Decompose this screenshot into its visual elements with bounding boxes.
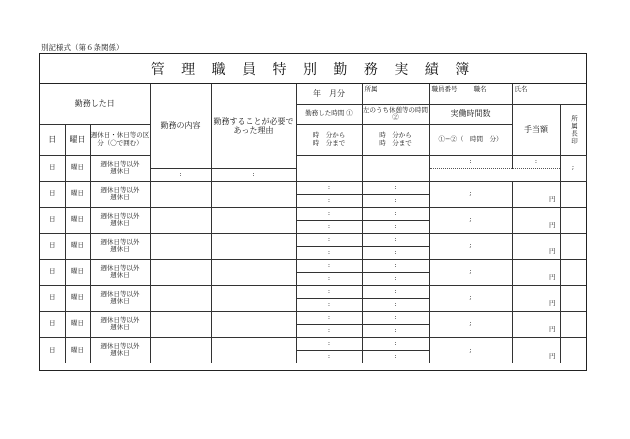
worked-from-label: 時 分から xyxy=(312,131,346,140)
seal-cell[interactable] xyxy=(560,233,586,259)
content-cell[interactable] xyxy=(150,337,211,363)
allowance-cell[interactable]: 円 xyxy=(512,285,560,311)
year-month-cell[interactable]: 年 月分 xyxy=(296,84,362,104)
category-option-holiday[interactable]: 週休日 xyxy=(110,349,130,358)
worked-end-cell[interactable]: : xyxy=(150,168,211,181)
category-cell[interactable] xyxy=(90,259,150,285)
category-option-non-holiday[interactable]: 週休日等以外 xyxy=(100,263,140,272)
table-row xyxy=(40,155,586,168)
reason-header: 勤務することが必要であった理由 xyxy=(211,84,296,168)
work-date-header: 勤務した日 xyxy=(40,84,150,124)
category-cell[interactable] xyxy=(90,337,150,363)
worked-start-cell[interactable]: : xyxy=(296,311,362,324)
break-end-cell[interactable]: : xyxy=(362,220,429,233)
reason-cell[interactable] xyxy=(362,155,429,181)
allowance-header: 手当額 xyxy=(512,104,560,155)
category-cell[interactable] xyxy=(90,207,150,233)
category-option-holiday[interactable]: 週休日 xyxy=(110,219,130,227)
worked-end-cell[interactable]: : xyxy=(296,350,362,363)
day-cell[interactable]: 日 xyxy=(40,207,65,233)
actual-hours-cell[interactable]: ; xyxy=(429,259,512,285)
actual-hours-cell[interactable]: ; xyxy=(429,285,512,311)
table-row xyxy=(40,337,586,350)
record-table xyxy=(40,84,586,363)
reason-cell[interactable] xyxy=(211,285,296,311)
weekday-cell[interactable]: 曜日 xyxy=(65,233,90,259)
category-cell[interactable] xyxy=(90,311,150,337)
actual-hours-cell[interactable]: ; xyxy=(429,233,512,259)
day-cell[interactable]: 日 xyxy=(40,181,65,207)
break-time-header: 左のうち休憩等の時間 ② xyxy=(362,104,429,124)
category-option-non-holiday[interactable]: 週休日等以外 xyxy=(100,315,140,324)
break-start-cell[interactable]: : xyxy=(362,233,429,246)
reason-cell[interactable] xyxy=(211,259,296,285)
weekday-cell[interactable]: 曜日 xyxy=(65,285,90,311)
break-end-cell[interactable]: : xyxy=(362,272,429,285)
worked-to-label: 時 分まで xyxy=(312,138,346,147)
seal-cell[interactable] xyxy=(560,337,586,363)
staff-number-label: 職員番号 xyxy=(431,85,458,93)
break-end-cell[interactable]: : xyxy=(362,324,429,337)
reason-cell[interactable] xyxy=(211,337,296,363)
worked-time-header: 勤務した時間 ① xyxy=(296,104,362,124)
reason-cell[interactable] xyxy=(211,233,296,259)
seal-header xyxy=(560,104,586,155)
break-start-cell[interactable]: : xyxy=(362,259,429,272)
record-form xyxy=(39,53,587,371)
category-cell[interactable] xyxy=(90,285,150,311)
category-option-holiday[interactable]: 週休日 xyxy=(110,193,130,201)
worked-start-cell[interactable]: : xyxy=(296,285,362,298)
break-start-cell[interactable]: : xyxy=(362,207,429,220)
category-option-non-holiday[interactable]: 週休日等以外 xyxy=(100,237,140,246)
reason-cell[interactable] xyxy=(211,311,296,337)
break-to-label: 時 分まで xyxy=(379,138,412,147)
worked-start-cell[interactable]: : xyxy=(296,259,362,272)
day-cell[interactable]: 日 xyxy=(40,337,65,363)
affiliation-field[interactable]: 所属 xyxy=(362,84,429,104)
weekday-cell[interactable]: 曜日 xyxy=(65,337,90,363)
seal-cell[interactable] xyxy=(560,285,586,311)
category-header: 週休日・休日等の区分（〇で囲む） xyxy=(90,124,150,155)
break-start-cell[interactable]: : xyxy=(362,311,429,324)
table-row xyxy=(40,285,586,298)
worked-start-cell[interactable]: : xyxy=(296,337,362,350)
worked-range-header xyxy=(296,124,362,155)
seal-cell[interactable] xyxy=(560,311,586,337)
break-start-cell[interactable]: : xyxy=(362,285,429,298)
break-start-cell[interactable]: : xyxy=(512,155,560,168)
actual-hours-cell[interactable]: ; xyxy=(429,311,512,337)
table-row xyxy=(40,259,586,272)
weekday-cell[interactable]: 曜日 xyxy=(65,259,90,285)
category-option-holiday[interactable]: 週休日 xyxy=(110,323,130,331)
content-cell[interactable] xyxy=(150,181,211,207)
worked-start-cell[interactable]: : xyxy=(296,181,362,194)
worked-end-cell[interactable]: : xyxy=(296,324,362,337)
day-cell[interactable]: 日 xyxy=(40,285,65,311)
allowance-cell[interactable]: 円 xyxy=(512,207,560,233)
worked-end-cell[interactable]: : xyxy=(296,194,362,207)
seal-cell[interactable] xyxy=(560,181,586,207)
break-start-cell[interactable]: : xyxy=(362,337,429,350)
content-header: 勤務の内容 xyxy=(150,84,211,168)
day-cell[interactable]: 日 xyxy=(40,233,65,259)
worked-start-cell[interactable]: : xyxy=(429,155,512,168)
break-range-header xyxy=(362,124,429,155)
worked-start-cell[interactable]: : xyxy=(296,233,362,246)
content-cell[interactable] xyxy=(150,311,211,337)
table-row xyxy=(40,207,586,220)
reason-cell[interactable] xyxy=(211,181,296,207)
category-option-non-holiday[interactable]: 週休日等以外 xyxy=(100,341,140,350)
weekday-header: 曜日 xyxy=(65,124,90,155)
category-cell[interactable] xyxy=(90,181,150,207)
content-cell[interactable] xyxy=(296,155,362,181)
staff-number-field[interactable] xyxy=(429,84,512,104)
content-cell[interactable] xyxy=(150,285,211,311)
break-from-label: 時 分から xyxy=(379,131,412,140)
reason-cell[interactable] xyxy=(211,207,296,233)
actual-hours-cell[interactable]: ; xyxy=(560,155,586,181)
actual-hours-cell[interactable]: ; xyxy=(429,337,512,363)
worked-start-cell[interactable]: : xyxy=(296,207,362,220)
category-option-holiday[interactable]: 週休日 xyxy=(110,245,130,253)
break-end-cell[interactable]: : xyxy=(362,350,429,363)
category-option-non-holiday[interactable]: 週休日等以外 xyxy=(100,211,140,220)
category-option-holiday[interactable]: 週休日 xyxy=(110,297,130,305)
weekday-cell[interactable]: 曜日 xyxy=(65,181,90,207)
day-header: 日 xyxy=(40,124,65,155)
break-end-cell[interactable]: : xyxy=(362,194,429,207)
content-cell[interactable] xyxy=(150,233,211,259)
actual-hours-cell[interactable]: ; xyxy=(429,181,512,207)
weekday-cell[interactable]: 曜日 xyxy=(65,311,90,337)
day-cell[interactable]: 日 xyxy=(40,259,65,285)
category-cell[interactable] xyxy=(90,233,150,259)
name-field[interactable]: 氏名 xyxy=(512,84,586,104)
category-option-holiday[interactable]: 週休日 xyxy=(110,271,130,279)
table-row xyxy=(40,311,586,324)
calc-header: ①−②（ 時間 分） xyxy=(429,124,512,155)
allowance-cell[interactable]: 円 xyxy=(512,259,560,285)
category-option-non-holiday[interactable]: 週休日等以外 xyxy=(100,289,140,298)
content-cell[interactable] xyxy=(150,207,211,233)
break-start-cell[interactable]: : xyxy=(362,181,429,194)
worked-end-cell[interactable]: : xyxy=(296,298,362,311)
worked-end-cell[interactable]: : xyxy=(296,246,362,259)
allowance-cell[interactable]: 円 xyxy=(512,181,560,207)
content-cell[interactable] xyxy=(150,259,211,285)
break-end-cell[interactable]: : xyxy=(362,246,429,259)
table-row xyxy=(40,233,586,246)
category-cell[interactable] xyxy=(90,155,150,181)
seal-header-label: 所属長印 xyxy=(569,114,578,145)
worked-end-cell[interactable]: : xyxy=(296,220,362,233)
day-cell[interactable]: 日 xyxy=(40,155,65,181)
category-option-non-holiday[interactable]: 週休日等以外 xyxy=(100,185,140,194)
form-caption: 別記様式（第６条関係） xyxy=(41,43,124,52)
worked-end-cell[interactable]: : xyxy=(296,272,362,285)
post-label: 職名 xyxy=(473,85,487,93)
weekday-cell[interactable]: 曜日 xyxy=(65,207,90,233)
actual-hours-header: 実働時間数 xyxy=(429,104,512,124)
break-end-cell[interactable]: : xyxy=(211,168,296,181)
day-cell[interactable]: 日 xyxy=(40,311,65,337)
allowance-cell[interactable]: 円 xyxy=(512,337,560,363)
seal-cell[interactable] xyxy=(560,259,586,285)
seal-cell[interactable] xyxy=(560,207,586,233)
allowance-cell[interactable]: 円 xyxy=(512,311,560,337)
break-end-cell[interactable]: : xyxy=(362,298,429,311)
actual-hours-cell[interactable]: ; xyxy=(429,207,512,233)
allowance-cell[interactable]: 円 xyxy=(512,233,560,259)
weekday-cell[interactable]: 曜日 xyxy=(65,155,90,181)
table-row xyxy=(40,181,586,194)
form-title: 管 理 職 員 特 別 勤 務 実 績 簿 xyxy=(40,54,586,84)
category-option-non-holiday[interactable]: 週休日等以外 xyxy=(100,159,140,168)
category-option-holiday[interactable]: 週休日 xyxy=(110,167,130,175)
